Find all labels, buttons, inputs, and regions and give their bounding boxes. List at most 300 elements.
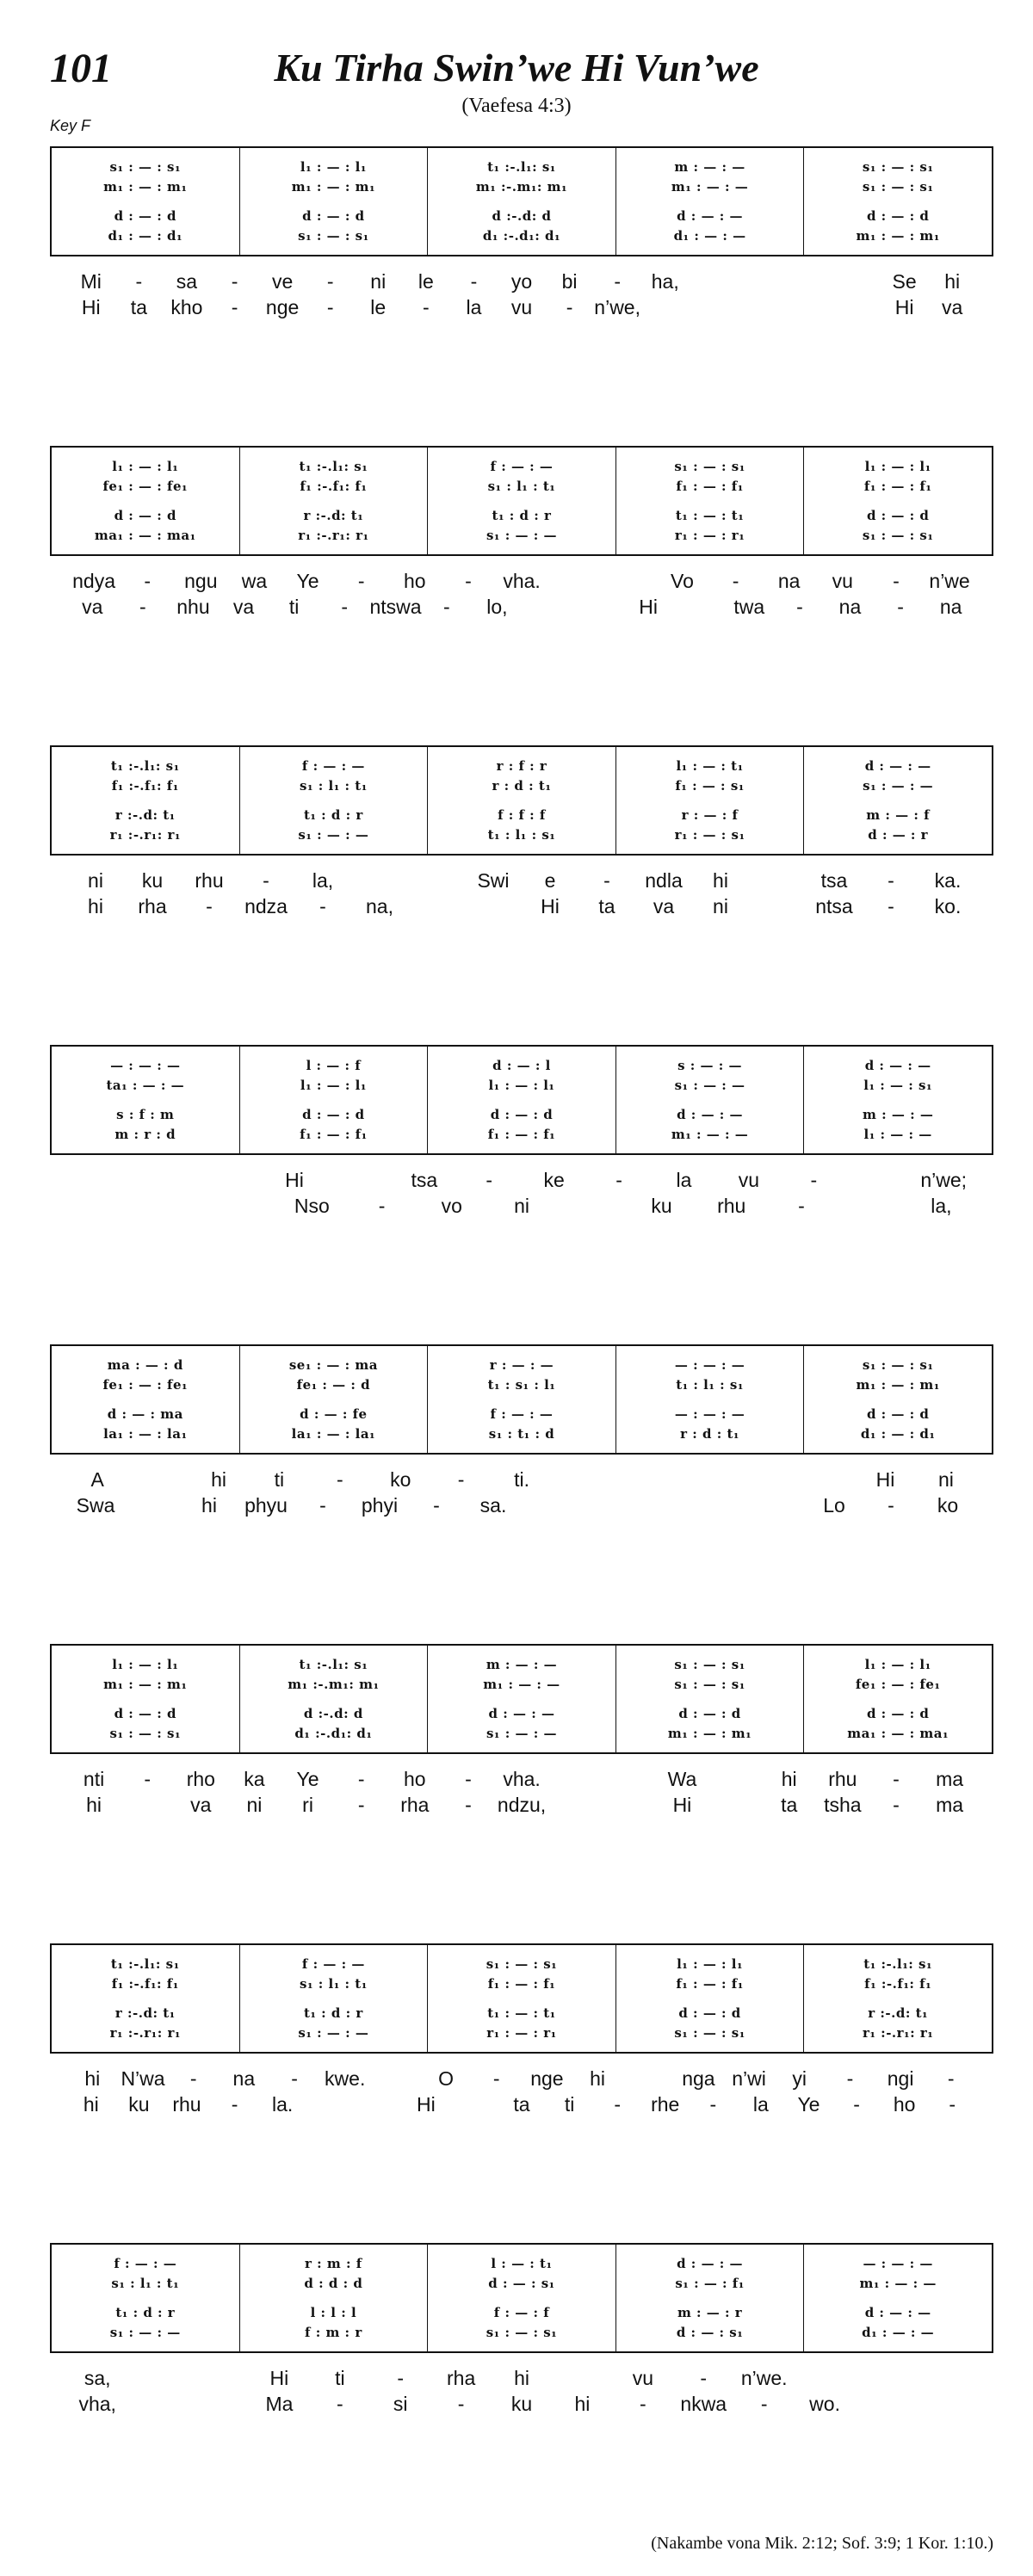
lyric-syllable: ntswa [369, 596, 422, 618]
lyric-syllable [749, 868, 806, 893]
lyric-syllable [557, 1193, 627, 1219]
lyric-syllable [673, 1467, 733, 1492]
solfa-voice-line: d : — : d [866, 1406, 930, 1422]
staff-gap [428, 2295, 615, 2301]
lyric-syllable: hi [201, 1494, 217, 1517]
lyric-syllable: kwe. [325, 2067, 366, 2090]
lyric-line [50, 2391, 993, 2417]
solfa-voice-line: s₁ : — : s₁ [862, 1357, 934, 1373]
lyric-syllable: ho [404, 1768, 426, 1790]
lyric-line [50, 568, 993, 594]
solfa-voice-line: f₁ :-.f₁: f₁ [111, 1976, 179, 1992]
solfa-voice-line: d₁ :-.d₁: d₁ [482, 228, 561, 244]
lyric-syllable: nge [265, 296, 300, 318]
solfa-voice-line: d₁ : — : — [673, 228, 746, 244]
lyrics-block [50, 868, 993, 919]
lyric-syllable: ma [936, 1794, 964, 1816]
staff-gap [616, 497, 804, 504]
solfa-voice-line: d : — : fe [300, 1406, 368, 1422]
solfa-staff [50, 2243, 993, 2353]
lyric-syllable: - [135, 270, 143, 293]
lyric-syllable [602, 1792, 655, 1818]
lyric-syllable [832, 269, 881, 294]
lyric-syllable: - [423, 296, 430, 318]
solfa-voice-line: d : — : d [866, 1706, 930, 1721]
solfa-voice-line: s₁ : — : — [674, 1078, 745, 1093]
lyric-syllable [548, 568, 602, 594]
lyric-syllable: - [326, 296, 334, 318]
staff-gap [428, 1096, 615, 1103]
lyric-syllable: hi [781, 1768, 797, 1790]
solfa-staff [50, 745, 993, 856]
lyric-syllable: Ye [296, 570, 319, 592]
lyric-syllable [450, 2091, 498, 2117]
lyric-syllable: ta [598, 895, 615, 917]
staff-gap [52, 1396, 239, 1403]
solfa-voice-line: d : — : d [490, 1107, 554, 1122]
solfa-voice-line: d : — : r [868, 827, 929, 843]
measure [239, 2245, 428, 2351]
solfa-voice-line: r : m : f [305, 2256, 362, 2271]
lyric-syllable [552, 1467, 612, 1492]
measure [615, 148, 804, 255]
solfa-voice-line: m₁ : — : — [483, 1677, 560, 1692]
lyric-syllable: hi [211, 1468, 226, 1491]
lyric-syllable: na [939, 596, 962, 618]
measure [52, 1047, 239, 1153]
lyric-syllable: - [397, 2367, 405, 2389]
solfa-voice-line: d : — : — [677, 2256, 744, 2271]
lyric-syllable: e [544, 869, 556, 892]
solfa-voice-line: t₁ : d : r [303, 807, 363, 823]
lyric-syllable: rho [186, 1768, 215, 1790]
lyric-syllable: nkwa [680, 2393, 727, 2415]
lyric-syllable: Ye [797, 2093, 820, 2116]
solfa-voice-line: d : — : — [864, 758, 931, 774]
lyric-syllable: ma [936, 1768, 964, 1790]
solfa-voice-line: r :-.d: t₁ [303, 508, 364, 523]
lyric-syllable [690, 269, 738, 294]
solfa-voice-line: d :-.d: d [492, 208, 552, 224]
lyric-syllable [837, 1193, 906, 1219]
lyric-syllable [692, 1492, 749, 1518]
solfa-staff [50, 446, 993, 556]
lyric-syllable: ta [513, 2093, 530, 2116]
solfa-voice-line: ma : — : d [107, 1357, 183, 1373]
lyric-syllable: Hi [672, 1794, 692, 1816]
staff-gap [804, 1696, 992, 1702]
solfa-voice-line: l₁ : — : l₁ [864, 1657, 931, 1672]
lyric-line [50, 2091, 993, 2117]
music-system [50, 1344, 993, 1518]
lyric-syllable: Hi [81, 296, 101, 318]
lyric-syllable [572, 594, 623, 620]
measure [52, 448, 239, 554]
lyric-syllable: hi [88, 895, 103, 917]
staff-gap [52, 1995, 239, 2002]
solfa-voice-line: d : — : — [488, 1706, 555, 1721]
lyric-syllable: sa. [479, 1494, 507, 1517]
solfa-staff [50, 1644, 993, 1754]
solfa-voice-line: se₁ : — : ma [288, 1357, 378, 1373]
lyric-line [50, 2066, 993, 2091]
lyric-syllable: - [888, 1494, 894, 1517]
lyric-syllable: - [443, 596, 450, 618]
lyric-syllable: - [144, 1768, 152, 1790]
measure [803, 2245, 992, 2351]
solfa-voice-line: r : — : f [681, 807, 739, 823]
solfa-voice-line: r₁ :-.r₁: r₁ [298, 528, 369, 543]
lyric-syllable: ndla [645, 869, 683, 892]
lyric-syllable: va [82, 596, 103, 618]
lyric-syllable [465, 893, 522, 919]
lyric-syllable: la [466, 296, 482, 318]
measure [52, 1945, 239, 2052]
lyric-syllable: - [263, 869, 269, 892]
solfa-voice-line: l₁ : — : l₁ [488, 1078, 555, 1093]
lyric-syllable [916, 2391, 976, 2417]
solfa-voice-line: r : d : t₁ [680, 1426, 739, 1442]
lyric-syllable [207, 1193, 276, 1219]
lyric-syllable: - [888, 895, 894, 917]
lyric-syllable: ni [88, 869, 103, 892]
lyric-syllable: Hi [875, 1468, 895, 1491]
measure [239, 747, 428, 854]
lyric-syllable: O [438, 2067, 454, 2090]
lyric-syllable: Mi [80, 270, 102, 293]
solfa-voice-line: d : — : d [678, 1706, 741, 1721]
lyric-syllable: Ma [265, 2393, 294, 2415]
solfa-voice-line: d : — : d [302, 208, 365, 224]
solfa-voice-line: m₁ : — : — [671, 1127, 749, 1142]
lyric-syllable: le [418, 270, 434, 293]
lyric-syllable [635, 1492, 692, 1518]
solfa-voice-line: t₁ :-.l₁: s₁ [299, 1657, 368, 1672]
solfa-voice-line: m₁ : — : m₁ [667, 1726, 752, 1741]
lyrics-block [50, 1167, 993, 1219]
solfa-voice-line: f₁ : — : f₁ [487, 1976, 556, 1992]
lyric-syllable [795, 1467, 855, 1492]
lyrics-block [50, 2066, 993, 2117]
lyric-syllable [408, 893, 465, 919]
solfa-voice-line: t₁ : — : t₁ [487, 2005, 556, 2021]
solfa-voice-line: s₁ : — : f₁ [675, 2276, 745, 2291]
lyric-syllable: bi [561, 270, 578, 293]
solfa-voice-line: s₁ : — : s₁ [862, 179, 934, 195]
lyric-syllable: - [457, 1468, 465, 1491]
lyric-syllable: ti [335, 2367, 345, 2389]
solfa-voice-line: d : d : d [304, 2276, 363, 2291]
lyric-syllable: rhu [717, 1195, 746, 1217]
solfa-voice-line: f₁ :-.f₁: f₁ [300, 479, 368, 494]
lyric-syllable: - [357, 1794, 365, 1816]
lyric-syllable: rhu [172, 2093, 201, 2116]
solfa-voice-line: s₁ : — : s₁ [674, 1677, 745, 1692]
solfa-voice-line: fe₁ : — : fe₁ [102, 1377, 189, 1393]
solfa-voice-line: s : f : m [116, 1107, 175, 1122]
solfa-voice-line: l₁ : — : l₁ [112, 459, 179, 474]
measure [239, 1646, 428, 1752]
measure [239, 1945, 428, 2052]
music-system [50, 1943, 993, 2117]
solfa-voice-line: r : — : — [489, 1357, 554, 1373]
measure [803, 148, 992, 255]
lyric-syllable: ni [370, 270, 387, 293]
lyric-syllable: - [700, 2367, 708, 2389]
lyric-syllable: ho [893, 2093, 916, 2116]
staff-gap [804, 1995, 992, 2002]
lyric-syllable: - [853, 2093, 860, 2116]
lyric-syllable: - [189, 2067, 197, 2090]
lyric-syllable: - [231, 2093, 238, 2116]
solfa-voice-line: s₁ : — : — [863, 778, 934, 794]
solfa-voice-line: m : — : — [486, 1657, 558, 1672]
lyric-syllable [124, 1492, 181, 1518]
staff-gap [616, 1396, 804, 1403]
solfa-voice-line: f : f : f [498, 807, 546, 823]
solfa-voice-line: d : — : l [492, 1058, 551, 1073]
lyric-syllable: - [492, 2067, 500, 2090]
lyric-syllable [733, 1467, 794, 1492]
lyric-syllable: n’wi [732, 2067, 766, 2090]
lyric-syllable [795, 2365, 855, 2391]
measure [615, 747, 804, 854]
lyric-syllable: hi [86, 1794, 102, 1816]
staff-gap [804, 1396, 992, 1403]
solfa-voice-line: f : — : — [301, 758, 365, 774]
solfa-voice-line: f : — : — [301, 1956, 365, 1972]
solfa-voice-line: s₁ : — : s₁ [674, 1657, 745, 1672]
solfa-staff [50, 1943, 993, 2054]
measure [239, 1346, 428, 1453]
measure [52, 148, 239, 255]
lyric-syllable: rha [138, 895, 167, 917]
lyric-syllable: - [336, 1468, 343, 1491]
lyric-syllable [641, 294, 690, 320]
lyric-syllable: ni [713, 895, 728, 917]
measure [239, 148, 428, 255]
solfa-voice-line: d : — : — [864, 2305, 931, 2320]
lyric-syllable: - [947, 2067, 955, 2090]
lyric-syllable: la [676, 1169, 692, 1191]
lyric-syllable: vu [738, 1169, 760, 1191]
lyric-syllable [749, 1492, 806, 1518]
staff-gap [52, 497, 239, 504]
lyric-syllable: Hi [285, 1169, 304, 1191]
music-system [50, 745, 993, 919]
solfa-voice-line: d : — : d [866, 508, 930, 523]
solfa-voice-line: m : — : f [866, 807, 931, 823]
lyric-syllable: - [615, 1169, 622, 1191]
lyric-syllable: N’wa [121, 2067, 165, 2090]
solfa-voice-line: t₁ :-.l₁: s₁ [110, 758, 180, 774]
lyric-syllable [197, 1167, 262, 1193]
lyric-syllable [370, 2066, 421, 2091]
solfa-voice-line: m : r : d [114, 1127, 176, 1142]
solfa-voice-line: t₁ :-.l₁: s₁ [110, 1956, 180, 1972]
lyric-syllable: ha, [651, 270, 679, 293]
measure [427, 148, 615, 255]
lyric-syllable: - [949, 2093, 956, 2116]
staff-gap [52, 797, 239, 804]
lyric-syllable: rhu [195, 869, 224, 892]
staff-gap [240, 1696, 428, 1702]
solfa-voice-line: r :-.d: t₁ [114, 807, 176, 823]
lyric-syllable: - [465, 1768, 472, 1790]
lyric-syllable: hi [84, 2067, 101, 2090]
lyric-syllable: kho [170, 296, 203, 318]
solfa-voice-line: d : — : — [864, 1058, 931, 1073]
solfa-voice-line: l₁ : — : l₁ [112, 1657, 179, 1672]
solfa-voice-line: r₁ : — : s₁ [674, 827, 745, 843]
lyric-syllable [189, 2391, 249, 2417]
lyric-syllable: - [846, 2067, 854, 2090]
solfa-voice-line: m₁ :-.m₁: m₁ [288, 1677, 380, 1692]
solfa-voice-line: ta₁ : — : — [106, 1078, 185, 1093]
solfa-voice-line: r :-.d: t₁ [114, 2005, 176, 2021]
lyrics-block [50, 269, 993, 320]
lyric-syllable: ta [130, 296, 147, 318]
lyric-syllable [127, 1467, 188, 1492]
solfa-voice-line: f₁ : — : f₁ [300, 1127, 368, 1142]
lyric-syllable: rha [447, 2367, 476, 2389]
lyric-syllable: Nso [294, 1195, 330, 1217]
solfa-voice-line: f₁ : — : f₁ [676, 1976, 744, 1992]
lyric-syllable: Hi [541, 895, 560, 917]
music-system [50, 446, 993, 620]
solfa-voice-line: fe₁ : — : fe₁ [855, 1677, 941, 1692]
solfa-voice-line: s : — : — [677, 1058, 743, 1073]
solfa-voice-line: t₁ : d : r [303, 2005, 363, 2021]
solfa-voice-line: — : — : — [110, 1058, 181, 1073]
lyric-syllable [673, 594, 724, 620]
solfa-voice-line: s₁ : l₁ : t₁ [300, 778, 368, 794]
solfa-voice-line: s₁ : — : s₁ [486, 2325, 558, 2340]
lyric-syllable [548, 1766, 602, 1792]
lyric-syllable [552, 2365, 612, 2391]
solfa-voice-line: s₁ : — : s₁ [862, 528, 934, 543]
lyric-syllable: - [357, 570, 365, 592]
lyric-syllable [749, 893, 806, 919]
lyric-syllable: - [603, 869, 610, 892]
solfa-voice-line: r₁ :-.r₁: r₁ [109, 827, 181, 843]
solfa-voice-line: m₁ : — : m₁ [856, 1377, 940, 1393]
lyric-syllable: va [232, 596, 255, 618]
lyric-syllable: - [810, 1169, 818, 1191]
measure [427, 2245, 615, 2351]
lyric-syllable: sa, [84, 2367, 111, 2389]
solfa-voice-line: s₁ : — : s₁ [486, 1956, 558, 1972]
lyric-syllable: si [393, 2393, 408, 2415]
solfa-voice-line: l : — : t₁ [491, 2256, 553, 2271]
lyric-syllable: ri [302, 1794, 313, 1816]
solfa-voice-line: s₁ : — : — [486, 1726, 557, 1741]
solfa-voice-line: s₁ : — : — [298, 2025, 369, 2041]
lyric-syllable [67, 1167, 132, 1193]
staff-gap [616, 1696, 804, 1702]
solfa-voice-line: s₁ : — : s₁ [674, 459, 745, 474]
solfa-voice-line: t₁ : — : t₁ [675, 508, 745, 523]
lyric-syllable: la [752, 2093, 769, 2116]
solfa-voice-line: f : m : r [305, 2325, 362, 2340]
lyric-syllable: tsa [820, 869, 848, 892]
lyric-syllable: la, [931, 1195, 952, 1217]
lyric-syllable: twa [733, 596, 765, 618]
staff-gap [616, 797, 804, 804]
solfa-voice-line: — : — : — [863, 2256, 933, 2271]
solfa-voice-line: d : — : d [678, 2005, 741, 2021]
hymn-number: 101 [50, 46, 112, 91]
lyric-syllable: - [291, 2067, 298, 2090]
lyric-syllable: - [336, 2393, 343, 2415]
solfa-voice-line: m₁ : — : m₁ [103, 1677, 188, 1692]
staff-gap [240, 497, 428, 504]
lyric-syllable: vha, [78, 2393, 116, 2415]
staff-gap [616, 1096, 804, 1103]
lyric-syllable [832, 294, 881, 320]
solfa-staff [50, 1344, 993, 1455]
measure [52, 1346, 239, 1453]
lyric-syllable: ni [246, 1794, 263, 1816]
lyric-syllable: ko [937, 1494, 959, 1517]
measure [427, 747, 615, 854]
measure [615, 2245, 804, 2351]
lyric-syllable: ke [543, 1169, 565, 1191]
staff-gap [616, 2295, 804, 2301]
measure [615, 1646, 804, 1752]
measure [239, 448, 428, 554]
lyric-syllable: - [798, 1195, 805, 1217]
staff-gap [52, 2295, 239, 2301]
solfa-voice-line: r :-.d: t₁ [868, 2005, 929, 2021]
solfa-voice-line: f₁ :-.f₁: f₁ [111, 778, 179, 794]
lyric-syllable: - [614, 270, 621, 293]
solfa-voice-line: l : — : f [306, 1058, 362, 1073]
lyric-syllable: ndza [244, 895, 288, 917]
lyric-syllable: Hi [269, 2367, 289, 2389]
lyric-syllable: phyi [361, 1494, 399, 1517]
staff-gap [52, 198, 239, 205]
measure [427, 1646, 615, 1752]
measure [803, 1945, 992, 2052]
lyric-syllable: - [614, 2093, 621, 2116]
lyric-syllable: vha. [503, 1768, 541, 1790]
solfa-voice-line: r₁ : — : r₁ [486, 2025, 557, 2041]
solfa-voice-line: d₁ : — : d₁ [108, 228, 183, 244]
lyric-syllable: ngu [184, 570, 218, 592]
lyric-syllable: nge [530, 2067, 564, 2090]
lyric-syllable: le [370, 296, 387, 318]
solfa-voice-line: d : — : — [677, 1107, 744, 1122]
solfa-voice-line: l₁ : — : t₁ [676, 758, 744, 774]
lyric-syllable [327, 1167, 392, 1193]
solfa-voice-line: f₁ : — : f₁ [676, 479, 744, 494]
lyrics-block [50, 568, 993, 620]
lyric-syllable: la, [312, 869, 334, 892]
lyric-syllable: - [709, 2093, 717, 2116]
solfa-voice-line: s₁ : — : s₁ [674, 2025, 745, 2041]
lyric-syllable: rhe [651, 2093, 680, 2116]
solfa-voice-line: d : — : d [114, 208, 177, 224]
staff-gap [428, 797, 615, 804]
lyric-syllable: ho [404, 570, 426, 592]
solfa-voice-line: d : — : d [114, 508, 177, 523]
solfa-voice-line: f₁ : — : f₁ [487, 1127, 556, 1142]
staff-gap [240, 1396, 428, 1403]
lyric-syllable: ni [937, 1468, 954, 1491]
lyric-syllable: hi [83, 2093, 99, 2116]
solfa-voice-line: l₁ : — : l₁ [300, 159, 367, 175]
